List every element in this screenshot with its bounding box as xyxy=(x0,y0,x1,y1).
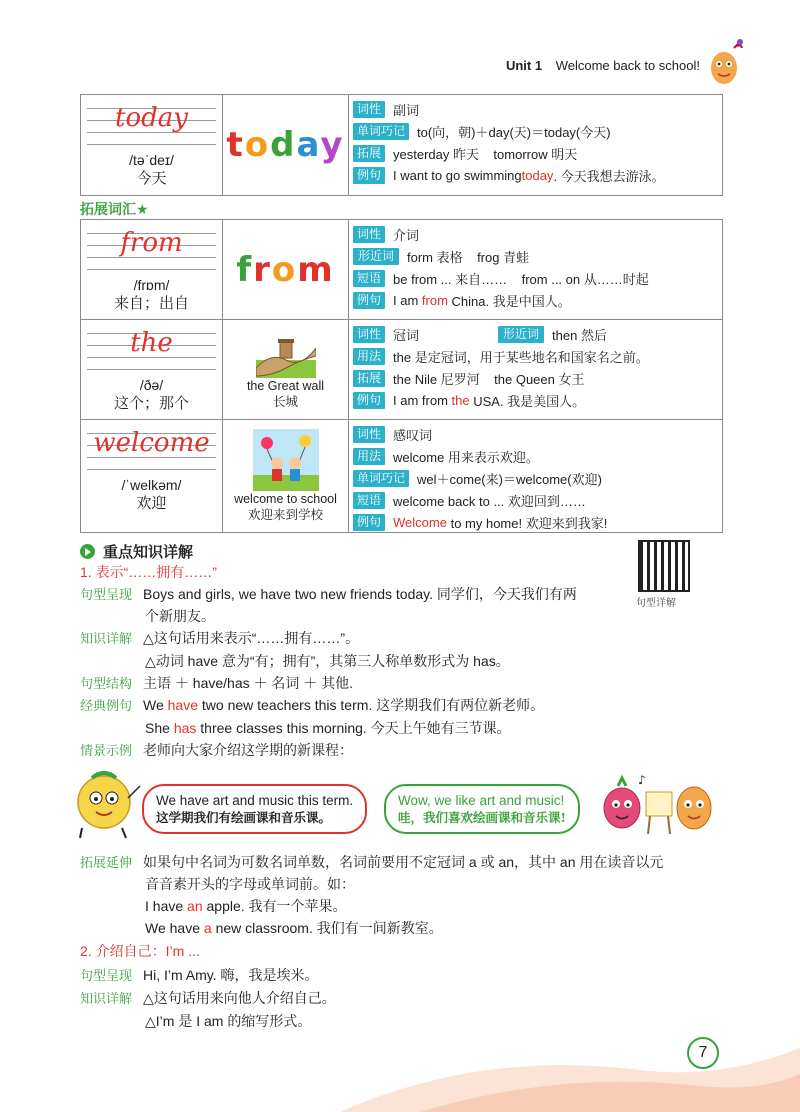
vocab-row-the xyxy=(81,320,722,420)
info-row xyxy=(353,289,718,311)
label-example: 经典例句 xyxy=(80,698,133,713)
example-text: She xyxy=(145,720,174,736)
info-text: . 今天我想去游泳。 xyxy=(553,168,665,184)
info-text: I am from xyxy=(393,392,452,408)
section-title xyxy=(80,541,193,562)
info-row xyxy=(353,245,718,267)
tag-phrase: 短语 xyxy=(353,492,385,509)
example-line-2 xyxy=(145,718,511,738)
highlight-word: from xyxy=(421,292,448,308)
tag-usage: 用法 xyxy=(353,348,385,365)
highlight-word: an xyxy=(187,898,203,914)
vocab-picture-cell xyxy=(223,220,349,319)
example-text: I have xyxy=(145,898,188,914)
svg-text:♪: ♪ xyxy=(638,773,646,787)
tag-example: 例句 xyxy=(353,167,385,184)
info-text: welcome 用来表示欢迎。 xyxy=(393,449,539,465)
extension-text: 如果句中名词为可数名词单数，名词前要用不定冠词 a 或 an，其中 an 用在读音以元 xyxy=(143,854,664,870)
tag-similar: 形近词 xyxy=(353,248,399,265)
info-text: China. 我是中国人。 xyxy=(447,293,571,309)
picture-caption: welcome to school xyxy=(234,492,337,506)
example-line-1 xyxy=(80,695,544,716)
play-icon xyxy=(80,544,95,559)
info-text: the 是定冠词，用于某些地名和国家名之前。 xyxy=(393,349,649,365)
vocab-meaning: 欢迎 xyxy=(136,495,167,512)
vocab-word: from xyxy=(120,228,183,258)
mascot-icon xyxy=(704,38,744,88)
highlight-word: have xyxy=(167,697,198,713)
highlight-word: today xyxy=(521,167,554,183)
tag-extension: 拓展 xyxy=(353,370,385,387)
label-pattern: 句型呈现 xyxy=(80,587,133,602)
extension-vocab-label: 拓展词汇★ xyxy=(80,201,149,217)
vocab-picture-cell xyxy=(223,95,349,195)
qr-code-icon[interactable] xyxy=(638,540,690,592)
info-text: the Nile 尼罗河 the Queen 女王 xyxy=(393,371,585,387)
tag-example: 例句 xyxy=(353,392,385,409)
page-number: 7 xyxy=(687,1037,719,1069)
detail-line-2: △动词 have 意为“有；拥有”，其第三人称单数形式为 has。 xyxy=(145,653,510,669)
vocab-picture-cell xyxy=(223,420,349,532)
extension-line-2: 音音素开头的字母或单词前。如： xyxy=(145,876,355,892)
structure-text: 主语 ＋ have/has ＋ 名词 ＋ 其他. xyxy=(143,675,354,691)
info-text: to(向，朝)＋day(天)＝today(今天) xyxy=(417,124,611,140)
info-text: 副词 xyxy=(393,102,420,118)
label-detail: 知识详解 xyxy=(80,631,133,646)
info-text: to my home! 欢迎来到我家! xyxy=(446,515,608,531)
info-text: wel＋come(来)＝welcome(欢迎) xyxy=(417,471,602,487)
structure-line xyxy=(80,673,353,694)
info-row xyxy=(353,489,718,511)
detail-text: △这句话用来表示“……拥有……”。 xyxy=(143,630,360,646)
tag-extension: 拓展 xyxy=(353,145,385,162)
speech-bubble-teacher xyxy=(142,784,367,834)
label-pattern: 句型呈现 xyxy=(80,968,133,983)
detail-line xyxy=(80,988,336,1009)
info-text: then 然后 xyxy=(552,327,607,343)
vocab-word-cell xyxy=(81,220,223,319)
vocab-word-cell xyxy=(81,95,223,195)
scene-line xyxy=(80,740,353,761)
vocab-row-from xyxy=(81,220,722,320)
students-characters-icon xyxy=(598,772,716,838)
pattern-line xyxy=(80,965,319,986)
example-text: apple. 我有一个苹果。 xyxy=(202,898,347,914)
info-row xyxy=(353,98,718,120)
picture-caption-cn: 欢迎来到学校 xyxy=(247,508,323,522)
great-wall-illustration xyxy=(256,330,316,378)
tag-phrase: 短语 xyxy=(353,270,385,287)
vocab-row-welcome xyxy=(81,420,722,532)
unit-title: Welcome back to school! xyxy=(555,58,700,73)
pattern-text: Boys and girls, we have two new friends today. 同学们，今天我们有两 xyxy=(143,586,577,602)
speech-bubble-students xyxy=(384,784,580,834)
tag-example: 例句 xyxy=(353,514,385,531)
example-text: We have xyxy=(145,920,204,936)
info-text: 介词 xyxy=(393,227,420,243)
vocab-word: today xyxy=(115,103,188,133)
tag-pos: 词性 xyxy=(353,226,385,243)
vocab-info-cell xyxy=(349,420,722,532)
picture-caption-cn: 长城 xyxy=(272,394,298,409)
vocab-row-today xyxy=(81,95,722,195)
section-title-text: 重点知识详解 xyxy=(103,544,194,561)
tag-similar: 形近词 xyxy=(498,326,544,343)
detail-line-2: △I’m 是 I am 的缩写形式。 xyxy=(145,1013,312,1029)
tag-memory: 单词巧记 xyxy=(353,123,409,140)
extension-example-2 xyxy=(145,918,443,938)
teacher-character-icon xyxy=(72,768,142,840)
info-text: 冠词 xyxy=(393,327,420,343)
subsection-heading-1: 1. 表示“……拥有……” xyxy=(80,564,217,580)
info-text: 感叹词 xyxy=(393,427,433,443)
info-row xyxy=(353,267,718,289)
info-row xyxy=(353,423,718,445)
tag-pos: 词性 xyxy=(353,326,385,343)
info-text: yesterday 昨天 tomorrow 明天 xyxy=(393,146,578,162)
pattern-line xyxy=(80,584,577,605)
info-row xyxy=(353,389,718,411)
vocab-info-cell xyxy=(349,320,722,419)
info-text: welcome back to ... 欢迎回到…… xyxy=(393,493,586,509)
highlight-word: has xyxy=(173,720,197,736)
vocab-info-cell xyxy=(349,95,722,195)
bubble-en: We have art and music this term. xyxy=(156,793,354,808)
info-row xyxy=(353,467,718,489)
info-text: form 表格 frog 青蛙 xyxy=(407,249,530,265)
vocab-picture-cell xyxy=(223,320,349,419)
vocab-ipa: /frɒm/ xyxy=(133,277,170,293)
tag-memory: 单词巧记 xyxy=(353,470,409,487)
welcome-school-illustration xyxy=(253,429,319,491)
pattern-line-cont: 个新朋友。 xyxy=(145,608,215,624)
bubble-zh: 这学期我们有绘画课和音乐课。 xyxy=(156,810,332,825)
subsection-heading-2: 2. 介绍自己：I’m ... xyxy=(80,943,200,959)
extension-line xyxy=(80,852,663,873)
label-detail: 知识详解 xyxy=(80,991,133,1006)
highlight-word: a xyxy=(203,920,212,936)
scene-text: 老师向大家介绍这学期的新课程： xyxy=(143,742,353,758)
info-row xyxy=(353,223,718,245)
highlight-word: Welcome xyxy=(393,514,447,530)
example-text: We xyxy=(143,697,168,713)
vocab-ipa: /ˈwelkəm/ xyxy=(121,477,182,493)
tag-pos: 词性 xyxy=(353,426,385,443)
tag-example: 例句 xyxy=(353,292,385,309)
picture-caption: the Great wall xyxy=(246,378,325,393)
pattern-text: Hi, I’m Amy. 嗨，我是埃米。 xyxy=(143,967,319,983)
highlight-word: the xyxy=(451,392,470,408)
vocab-meaning: 来自；出自 xyxy=(113,295,189,312)
info-row xyxy=(353,345,718,367)
vocab-meaning: 今天 xyxy=(136,170,167,187)
vocab-picture-word: from xyxy=(236,249,335,290)
tag-usage: 用法 xyxy=(353,448,385,465)
footer-wave-decoration xyxy=(0,1040,800,1112)
detail-text: △这句话用来向他人介绍自己。 xyxy=(143,990,336,1006)
vocab-info-cell xyxy=(349,220,722,319)
bubble-zh: 哇，我们喜欢绘画课和音乐课! xyxy=(398,810,566,825)
info-row xyxy=(353,120,718,142)
qr-label: 句型详解 xyxy=(636,598,676,609)
info-text: I am xyxy=(393,292,422,308)
tag-pos: 词性 xyxy=(353,101,385,118)
info-row xyxy=(353,323,718,345)
label-scene: 情景示例 xyxy=(80,743,133,758)
running-header xyxy=(506,58,700,73)
info-text: USA. 我是美国人。 xyxy=(469,393,586,409)
example-text: new classroom. 我们有一间新教室。 xyxy=(211,920,443,936)
info-text: I want to go swimming xyxy=(393,167,522,183)
vocab-word-cell xyxy=(81,320,223,419)
vocab-ipa: /təˈdeɪ/ xyxy=(129,152,174,168)
detail-line xyxy=(80,628,359,649)
info-row xyxy=(353,164,718,186)
info-row xyxy=(353,511,718,533)
info-row xyxy=(353,445,718,467)
info-row xyxy=(353,367,718,389)
label-structure: 句型结构 xyxy=(80,676,133,691)
example-text: two new teachers this term. 这学期我们有两位新老师。 xyxy=(198,697,545,713)
bubble-en: Wow, we like art and music! xyxy=(398,793,565,808)
vocab-meaning: 这个；那个 xyxy=(113,395,189,412)
info-text: be from ... 来自…… from ... on 从……时起 xyxy=(393,271,649,287)
extension-example-1 xyxy=(145,896,347,916)
vocab-word: the xyxy=(130,328,173,358)
vocab-word: welcome xyxy=(93,428,210,458)
vocab-word-cell xyxy=(81,420,223,532)
vocab-picture-word: today xyxy=(226,125,345,165)
example-text: three classes this morning. 今天上午她有三节课。 xyxy=(196,720,511,736)
info-row xyxy=(353,142,718,164)
label-extension: 拓展延伸 xyxy=(80,855,133,870)
unit-label: Unit 1 xyxy=(505,58,543,73)
vocab-ipa: /ðə/ xyxy=(139,377,164,393)
vocab-table-extension xyxy=(80,219,723,533)
vocab-table-core xyxy=(80,94,723,196)
